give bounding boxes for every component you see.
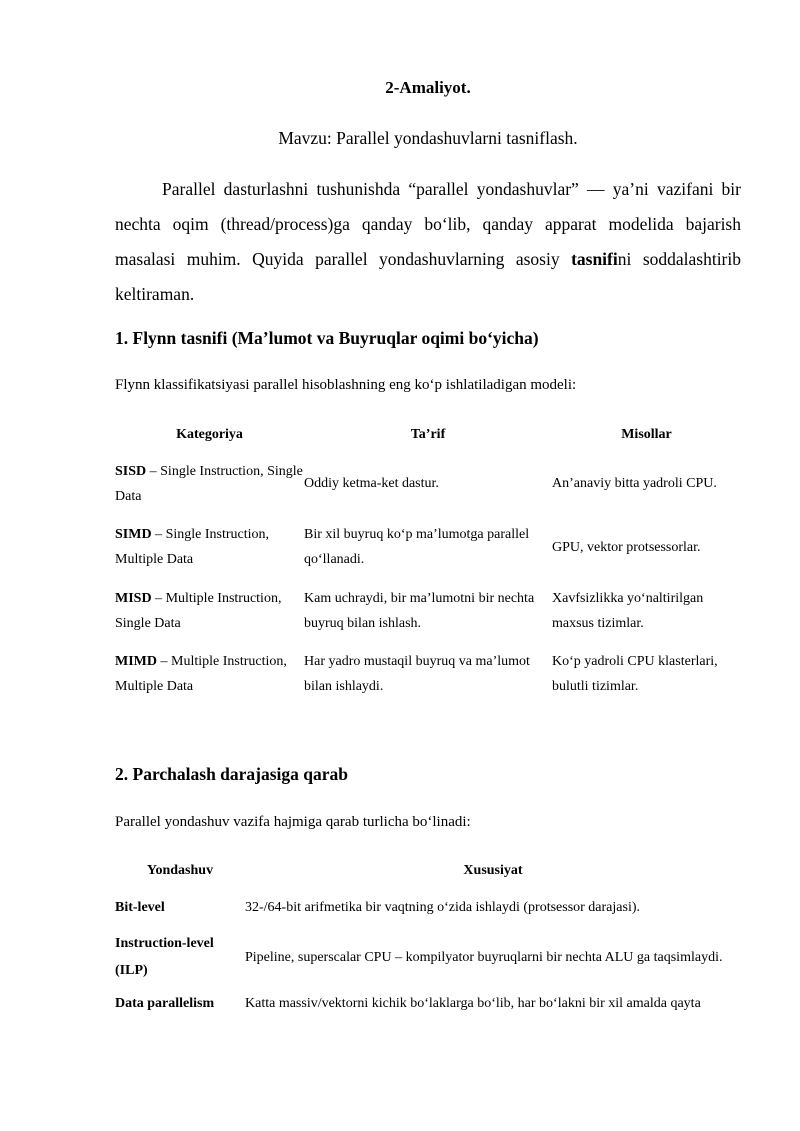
feature-cell: Katta massiv/vektorni kichik bo‘laklarga bo‘lib, har bo‘lakni bir xil amalda qayta	[245, 996, 701, 1011]
definition-cell: Oddiy ketma-ket dastur.	[304, 476, 439, 492]
section1-lead: Flynn klassifikatsiyasi parallel hisoblashning eng ko‘p ishlatiladigan modeli:	[115, 377, 577, 393]
column-header: Misollar	[621, 427, 672, 442]
examples-cell: Ko‘p yadroli CPU klasterlari, bulutli tizimlar.	[552, 654, 718, 695]
section1-heading: 1. Flynn tasnifi (Ma’lumot va Buyruqlar oqimi bo‘yicha)	[115, 328, 539, 348]
document-subtitle: Mavzu: Parallel yondashuvlarni tasniflash.	[278, 128, 578, 148]
examples-cell: GPU, vektor protsessorlar.	[552, 539, 701, 555]
table-row	[115, 889, 741, 925]
section2-lead: Parallel yondashuv vazifa hajmiga qarab turlicha bo‘linadi:	[115, 814, 471, 830]
intro-paragraph	[115, 172, 741, 312]
category-name: – Multiple Instruction, Multiple Data	[115, 654, 287, 695]
category-cell	[115, 643, 304, 707]
feature-cell: Pipeline, superscalar CPU – kompilyator buyruqlarni bir nechta ALU ga taqsimlaydi.	[245, 949, 723, 965]
definition-cell: Bir xil buyruq ko‘p ma’lumotga parallel qo‘llanadi.	[304, 527, 530, 568]
column-header: Ta’rif	[410, 427, 446, 442]
category-cell	[115, 579, 304, 643]
intro-bold-term: tasnifi	[571, 249, 618, 269]
document-title: 2-Amaliyot.	[385, 78, 471, 97]
flynn-table-header	[115, 418, 741, 452]
category-code: SIMD	[115, 527, 152, 543]
table-row	[115, 516, 741, 580]
feature-cell: 32-/64-bit arifmetika bir vaqtning o‘zida ishlaydi (protsessor darajasi).	[245, 899, 641, 915]
granularity-table	[115, 853, 741, 1030]
category-name: – Multiple Instruction, Single Data	[115, 590, 282, 631]
column-header: Kategoriya	[176, 427, 243, 442]
approach-cell: Bit-level	[115, 899, 165, 915]
examples-cell: Xavfsizlikka yo‘naltirilgan maxsus tizimlar.	[552, 590, 704, 631]
approach-cell: Data parallelism	[115, 996, 215, 1011]
category-cell	[115, 516, 304, 580]
category-name: – Single Instruction, Single Data	[115, 463, 303, 504]
table-row	[115, 452, 741, 516]
definition-cell: Kam uchraydi, bir ma’lumotni bir nechta buyruq bilan ishlash.	[304, 590, 535, 631]
category-code: MIMD	[115, 654, 157, 670]
approach-cell: Instruction-level (ILP)	[115, 936, 214, 978]
column-header: Yondashuv	[146, 863, 214, 878]
column-header: Xususiyat	[463, 863, 523, 878]
section2-heading: 2. Parchalash darajasiga qarab	[115, 764, 349, 784]
category-cell	[115, 452, 304, 516]
table-row	[115, 643, 741, 707]
intro-text-end: ni soddalashtirib keltiraman.	[115, 249, 741, 304]
examples-cell: An’anaviy bitta yadroli CPU.	[552, 476, 717, 492]
definition-cell: Har yadro mustaqil buyruq va ma’lumot bilan ishlaydi.	[304, 654, 530, 695]
granularity-table-header	[115, 853, 741, 889]
category-code: SISD	[115, 463, 147, 479]
table-row	[115, 989, 741, 1030]
category-code: MISD	[115, 590, 152, 606]
flynn-table	[115, 418, 741, 706]
table-row	[115, 579, 741, 643]
category-name: – Single Instruction, Multiple Data	[115, 527, 269, 568]
table-row	[115, 925, 741, 989]
intro-text: Parallel dasturlashni tushunishda “parallel yondashuvlar” — ya’ni vazifani bir nechta oqim (thread/process)ga qanday bo‘lib, qanday apparat modelida bajarish masalasi muhim. Quyida parallel yondashuvlarning asosiy	[115, 179, 741, 269]
